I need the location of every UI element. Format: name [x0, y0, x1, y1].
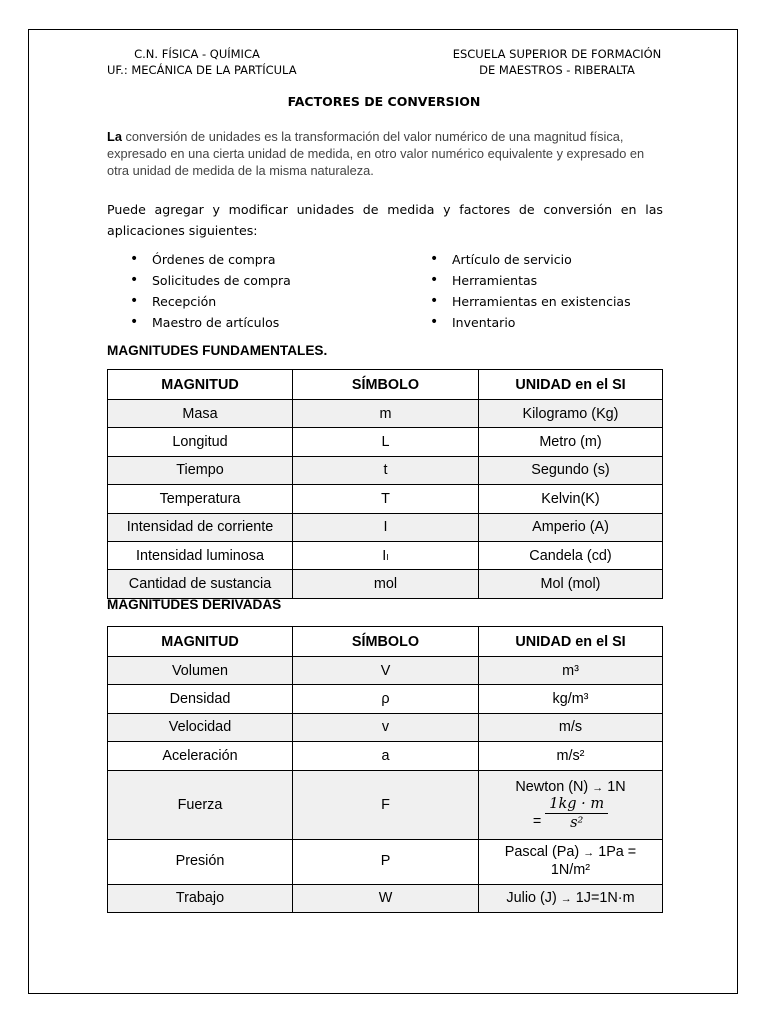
- bullet-icon: •: [130, 314, 139, 330]
- table-cell: Mol (mol): [479, 570, 663, 598]
- header-right-line1: ESCUELA SUPERIOR DE FORMACIÓN: [452, 47, 662, 61]
- bullet-icon: •: [430, 272, 439, 288]
- force-fraction: [545, 796, 608, 831]
- arrow-icon: →: [592, 781, 604, 794]
- table-row: [108, 541, 663, 569]
- header-left: [107, 46, 297, 78]
- table-cell: m/s: [479, 713, 663, 741]
- table-row: [108, 742, 663, 770]
- list-item-text: Herramientas: [452, 273, 538, 288]
- list-item-text: Recepción: [152, 294, 217, 309]
- table-cell: Kilogramo (Kg): [479, 400, 663, 428]
- table-cell: a: [293, 742, 479, 770]
- column-header: MAGNITUD: [108, 370, 293, 400]
- intro-paragraph: [107, 128, 667, 179]
- table-cell: Intensidad luminosa: [108, 541, 293, 569]
- force-unit-cell: [479, 770, 663, 839]
- table-cell: I: [293, 513, 479, 541]
- table-row: [108, 513, 663, 541]
- intro-rest: conversión de unidades es la transformación del valor numérico de una magnitud física, expresado en una cierta unidad de medida, en otro valor numérico equivalente y expresado en otra unidad de medida de la misma naturaleza.: [107, 129, 645, 178]
- arrow-icon: →: [560, 893, 572, 906]
- table-cell: T: [293, 485, 479, 513]
- equals-sign: =: [532, 812, 542, 829]
- table-row: [108, 657, 663, 685]
- table-cell: m/s²: [479, 742, 663, 770]
- header-right: [447, 46, 667, 78]
- document-page: [28, 29, 738, 994]
- list-item: [407, 249, 631, 270]
- pressure-value: 1Pa =: [598, 844, 637, 861]
- table-cell: m³: [479, 657, 663, 685]
- work-unit-cell: [479, 884, 663, 912]
- list-item: [107, 249, 291, 270]
- table-cell: Metro (m): [479, 428, 663, 456]
- list-item: [407, 312, 631, 333]
- table-cell: Longitud: [108, 428, 293, 456]
- column-header: MAGNITUD: [108, 627, 293, 657]
- table-row: [108, 456, 663, 484]
- table-cell: V: [293, 657, 479, 685]
- table-cell: Densidad: [108, 685, 293, 713]
- table-row: [108, 485, 663, 513]
- fraction-numerator: 1kg · m: [545, 796, 608, 814]
- table-cell: kg/m³: [479, 685, 663, 713]
- header-left-line2: UF.: MECÁNICA DE LA PARTÍCULA: [107, 63, 297, 77]
- pressure-unit: Pascal (Pa): [504, 844, 580, 861]
- list-item-text: Solicitudes de compra: [152, 273, 291, 288]
- table-cell: Velocidad: [108, 713, 293, 741]
- table-cell: Presión: [108, 839, 293, 884]
- derived-table: [107, 626, 663, 913]
- column-header: SÍMBOLO: [293, 370, 479, 400]
- list-item: [407, 291, 631, 312]
- table-cell: Kelvin(K): [479, 485, 663, 513]
- derived-heading: MAGNITUDES DERIVADAS: [107, 597, 282, 612]
- work-value: 1J=1N·m: [575, 890, 635, 907]
- table-cell: Tiempo: [108, 456, 293, 484]
- table-cell: Iₗ: [293, 541, 479, 569]
- table-row: [108, 713, 663, 741]
- fraction-denominator: s²: [570, 814, 584, 831]
- table-row: [108, 770, 663, 839]
- table-cell: Masa: [108, 400, 293, 428]
- table-row: [108, 570, 663, 598]
- list-item: [107, 270, 291, 291]
- applications-paragraph: Puede agregar y modificar unidades de medida y factores de conversión en las aplicaciones siguientes:: [107, 202, 663, 238]
- table-cell: m: [293, 400, 479, 428]
- fundamental-table: [107, 369, 663, 599]
- table-header-row: [108, 370, 663, 400]
- table-cell: ρ: [293, 685, 479, 713]
- column-header: UNIDAD en el SI: [479, 370, 663, 400]
- table-header-row: [108, 627, 663, 657]
- pressure-value-line2: 1N/m²: [550, 862, 591, 879]
- table-cell: Amperio (A): [479, 513, 663, 541]
- table-cell: Intensidad de corriente: [108, 513, 293, 541]
- table-cell: Aceleración: [108, 742, 293, 770]
- table-cell: Volumen: [108, 657, 293, 685]
- list-item-text: Maestro de artículos: [152, 315, 280, 330]
- force-value: 1N: [607, 778, 626, 795]
- header-left-line1: C.N. FÍSICA - QUÍMICA: [134, 47, 260, 61]
- table-cell: mol: [293, 570, 479, 598]
- table-cell: v: [293, 713, 479, 741]
- list-item: [407, 270, 631, 291]
- pressure-unit-cell: [479, 839, 663, 884]
- bullet-icon: •: [130, 251, 139, 267]
- fundamental-heading: MAGNITUDES FUNDAMENTALES.: [107, 343, 328, 358]
- list-item-text: Inventario: [452, 315, 516, 330]
- bullet-list-left: [107, 249, 291, 333]
- table-cell: F: [293, 770, 479, 839]
- list-item: [107, 291, 291, 312]
- bullet-icon: •: [130, 272, 139, 288]
- column-header: UNIDAD en el SI: [479, 627, 663, 657]
- table-cell: W: [293, 884, 479, 912]
- bullet-icon: •: [430, 251, 439, 267]
- header-right-line2: DE MAESTROS - RIBERALTA: [479, 63, 635, 77]
- table-row: [108, 428, 663, 456]
- page-title: FACTORES DE CONVERSION: [287, 94, 481, 109]
- force-unit: Newton (N): [515, 778, 589, 795]
- table-cell: t: [293, 456, 479, 484]
- bullet-icon: •: [430, 314, 439, 330]
- work-unit: Julio (J): [506, 890, 557, 907]
- table-cell: Candela (cd): [479, 541, 663, 569]
- table-cell: Trabajo: [108, 884, 293, 912]
- table-cell: Fuerza: [108, 770, 293, 839]
- table-cell: Cantidad de sustancia: [108, 570, 293, 598]
- table-cell: Temperatura: [108, 485, 293, 513]
- table-cell: Segundo (s): [479, 456, 663, 484]
- table-cell: P: [293, 839, 479, 884]
- table-row: [108, 884, 663, 912]
- table-row: [108, 400, 663, 428]
- bullet-icon: •: [130, 293, 139, 309]
- bullet-icon: •: [430, 293, 439, 309]
- arrow-icon: →: [583, 847, 595, 860]
- table-row: [108, 839, 663, 884]
- bullet-list-right: [407, 249, 631, 333]
- list-item-text: Órdenes de compra: [152, 252, 276, 267]
- column-header: SÍMBOLO: [293, 627, 479, 657]
- list-item: [107, 312, 291, 333]
- intro-lead: La: [107, 129, 122, 144]
- list-item-text: Artículo de servicio: [452, 252, 572, 267]
- table-cell: L: [293, 428, 479, 456]
- list-item-text: Herramientas en existencias: [452, 294, 631, 309]
- table-row: [108, 685, 663, 713]
